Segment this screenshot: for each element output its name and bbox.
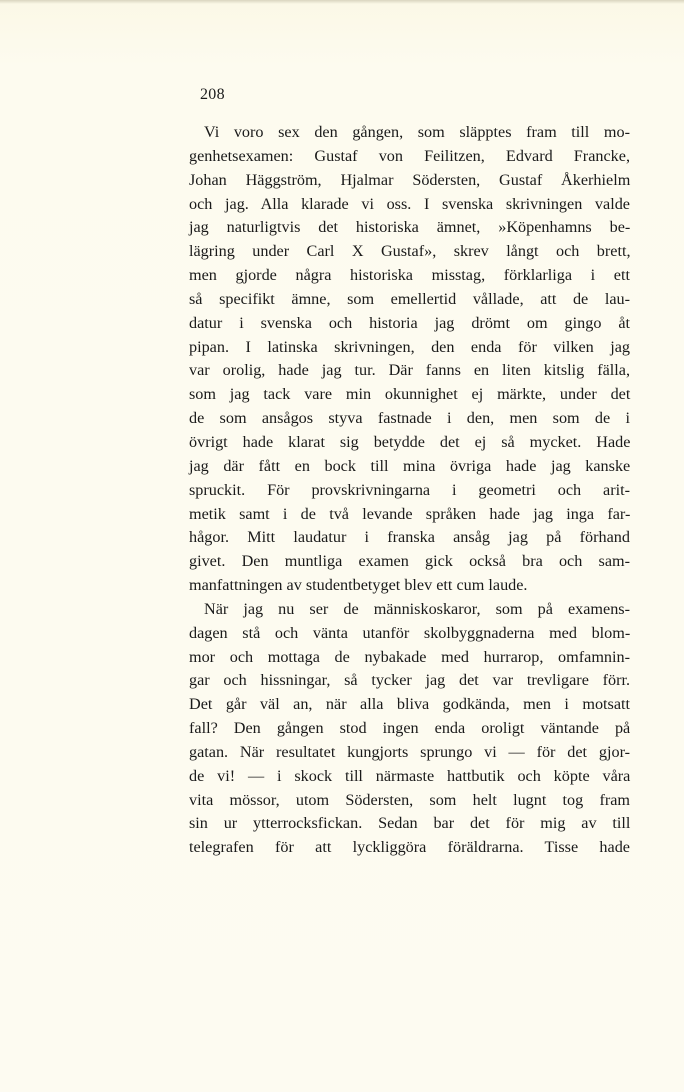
text-line: sin ur ytterrocksfickan. Sedan bar det för mig av till bbox=[189, 814, 631, 833]
text-line: När jag nu ser de människoskaror, som på examens- bbox=[204, 599, 630, 618]
text-line: pipan. I latinska skrivningen, den enda för vilken jag bbox=[189, 337, 630, 356]
text-line: vita mössor, utom Södersten, som helt lugnt tog fram bbox=[189, 790, 630, 809]
paragraph-2 bbox=[189, 598, 630, 860]
text-line: jag där fått en bock till mina övriga hade jag kanske bbox=[189, 456, 631, 475]
text-line: spruckit. För provskrivningarna i geometri och arit- bbox=[189, 480, 630, 499]
text-line: manfattningen av studentbetyget blev ett cum laude. bbox=[189, 576, 528, 595]
text-line: genhetsexamen: Gustaf von Feilitzen, Edvard Francke, bbox=[189, 146, 630, 165]
text-line: dagen stå och vänta utanför skolbyggnaderna med blom- bbox=[189, 623, 631, 642]
body-text bbox=[189, 121, 630, 860]
text-line: men gjorde några historiska misstag, förklarliga i ett bbox=[189, 266, 630, 285]
text-line: fall? Den gången stod ingen enda oroligt väntande på bbox=[189, 719, 631, 738]
text-line: de vi! — i skock till närmaste hattbutik och köpte våra bbox=[189, 766, 631, 785]
page-number: 208 bbox=[200, 86, 225, 103]
paragraph-1 bbox=[189, 121, 630, 598]
text-line: var orolig, hade jag tur. Där fanns en liten kitslig fälla, bbox=[189, 361, 630, 380]
text-line: övrigt hade klarat sig betydde det ej så mycket. Hade bbox=[189, 432, 631, 451]
text-line: Johan Häggström, Hjalmar Södersten, Gustaf Åkerhielm bbox=[189, 170, 631, 189]
text-line: de som ansågos styva fastnade i den, men som de i bbox=[189, 409, 630, 428]
text-line: gar och hissningar, så tycker jag det var trevligare förr. bbox=[189, 671, 631, 690]
text-line: givet. Den muntliga examen gick också bra och sam- bbox=[189, 552, 630, 571]
text-line: som jag tack vare min okunnighet ej märkte, under det bbox=[189, 385, 631, 404]
text-line: mor och mottaga de nybakade med hurrarop, omfamnin- bbox=[189, 647, 630, 666]
text-line: Vi voro sex den gången, som släpptes fram till mo- bbox=[204, 123, 630, 141]
text-line: datur i svenska och historia jag drömt om gingo åt bbox=[189, 313, 631, 332]
text-line: jag naturligtvis det historiska ämnet, »Köpenhamns be- bbox=[189, 218, 631, 237]
text-line: och jag. Alla klarade vi oss. I svenska skrivningen valde bbox=[189, 194, 630, 213]
text-line: lägring under Carl X Gustaf», skrev långt och brett, bbox=[189, 242, 631, 261]
text-line: metik samt i de två levande språken hade jag inga far- bbox=[189, 504, 631, 523]
page-top-edge bbox=[0, 0, 684, 4]
text-line: så specifikt ämne, som emellertid vållade, att de lau- bbox=[189, 289, 630, 308]
text-line: gatan. När resultatet kungjorts sprungo vi — för det gjor- bbox=[189, 742, 631, 761]
text-line: Det går väl an, när alla bliva godkända, men i motsatt bbox=[189, 695, 631, 714]
text-line: telegrafen för att lyckliggöra föräldrarna. Tisse hade bbox=[189, 838, 630, 857]
text-line: hågor. Mitt laudatur i franska ansåg jag på förhand bbox=[189, 528, 630, 547]
